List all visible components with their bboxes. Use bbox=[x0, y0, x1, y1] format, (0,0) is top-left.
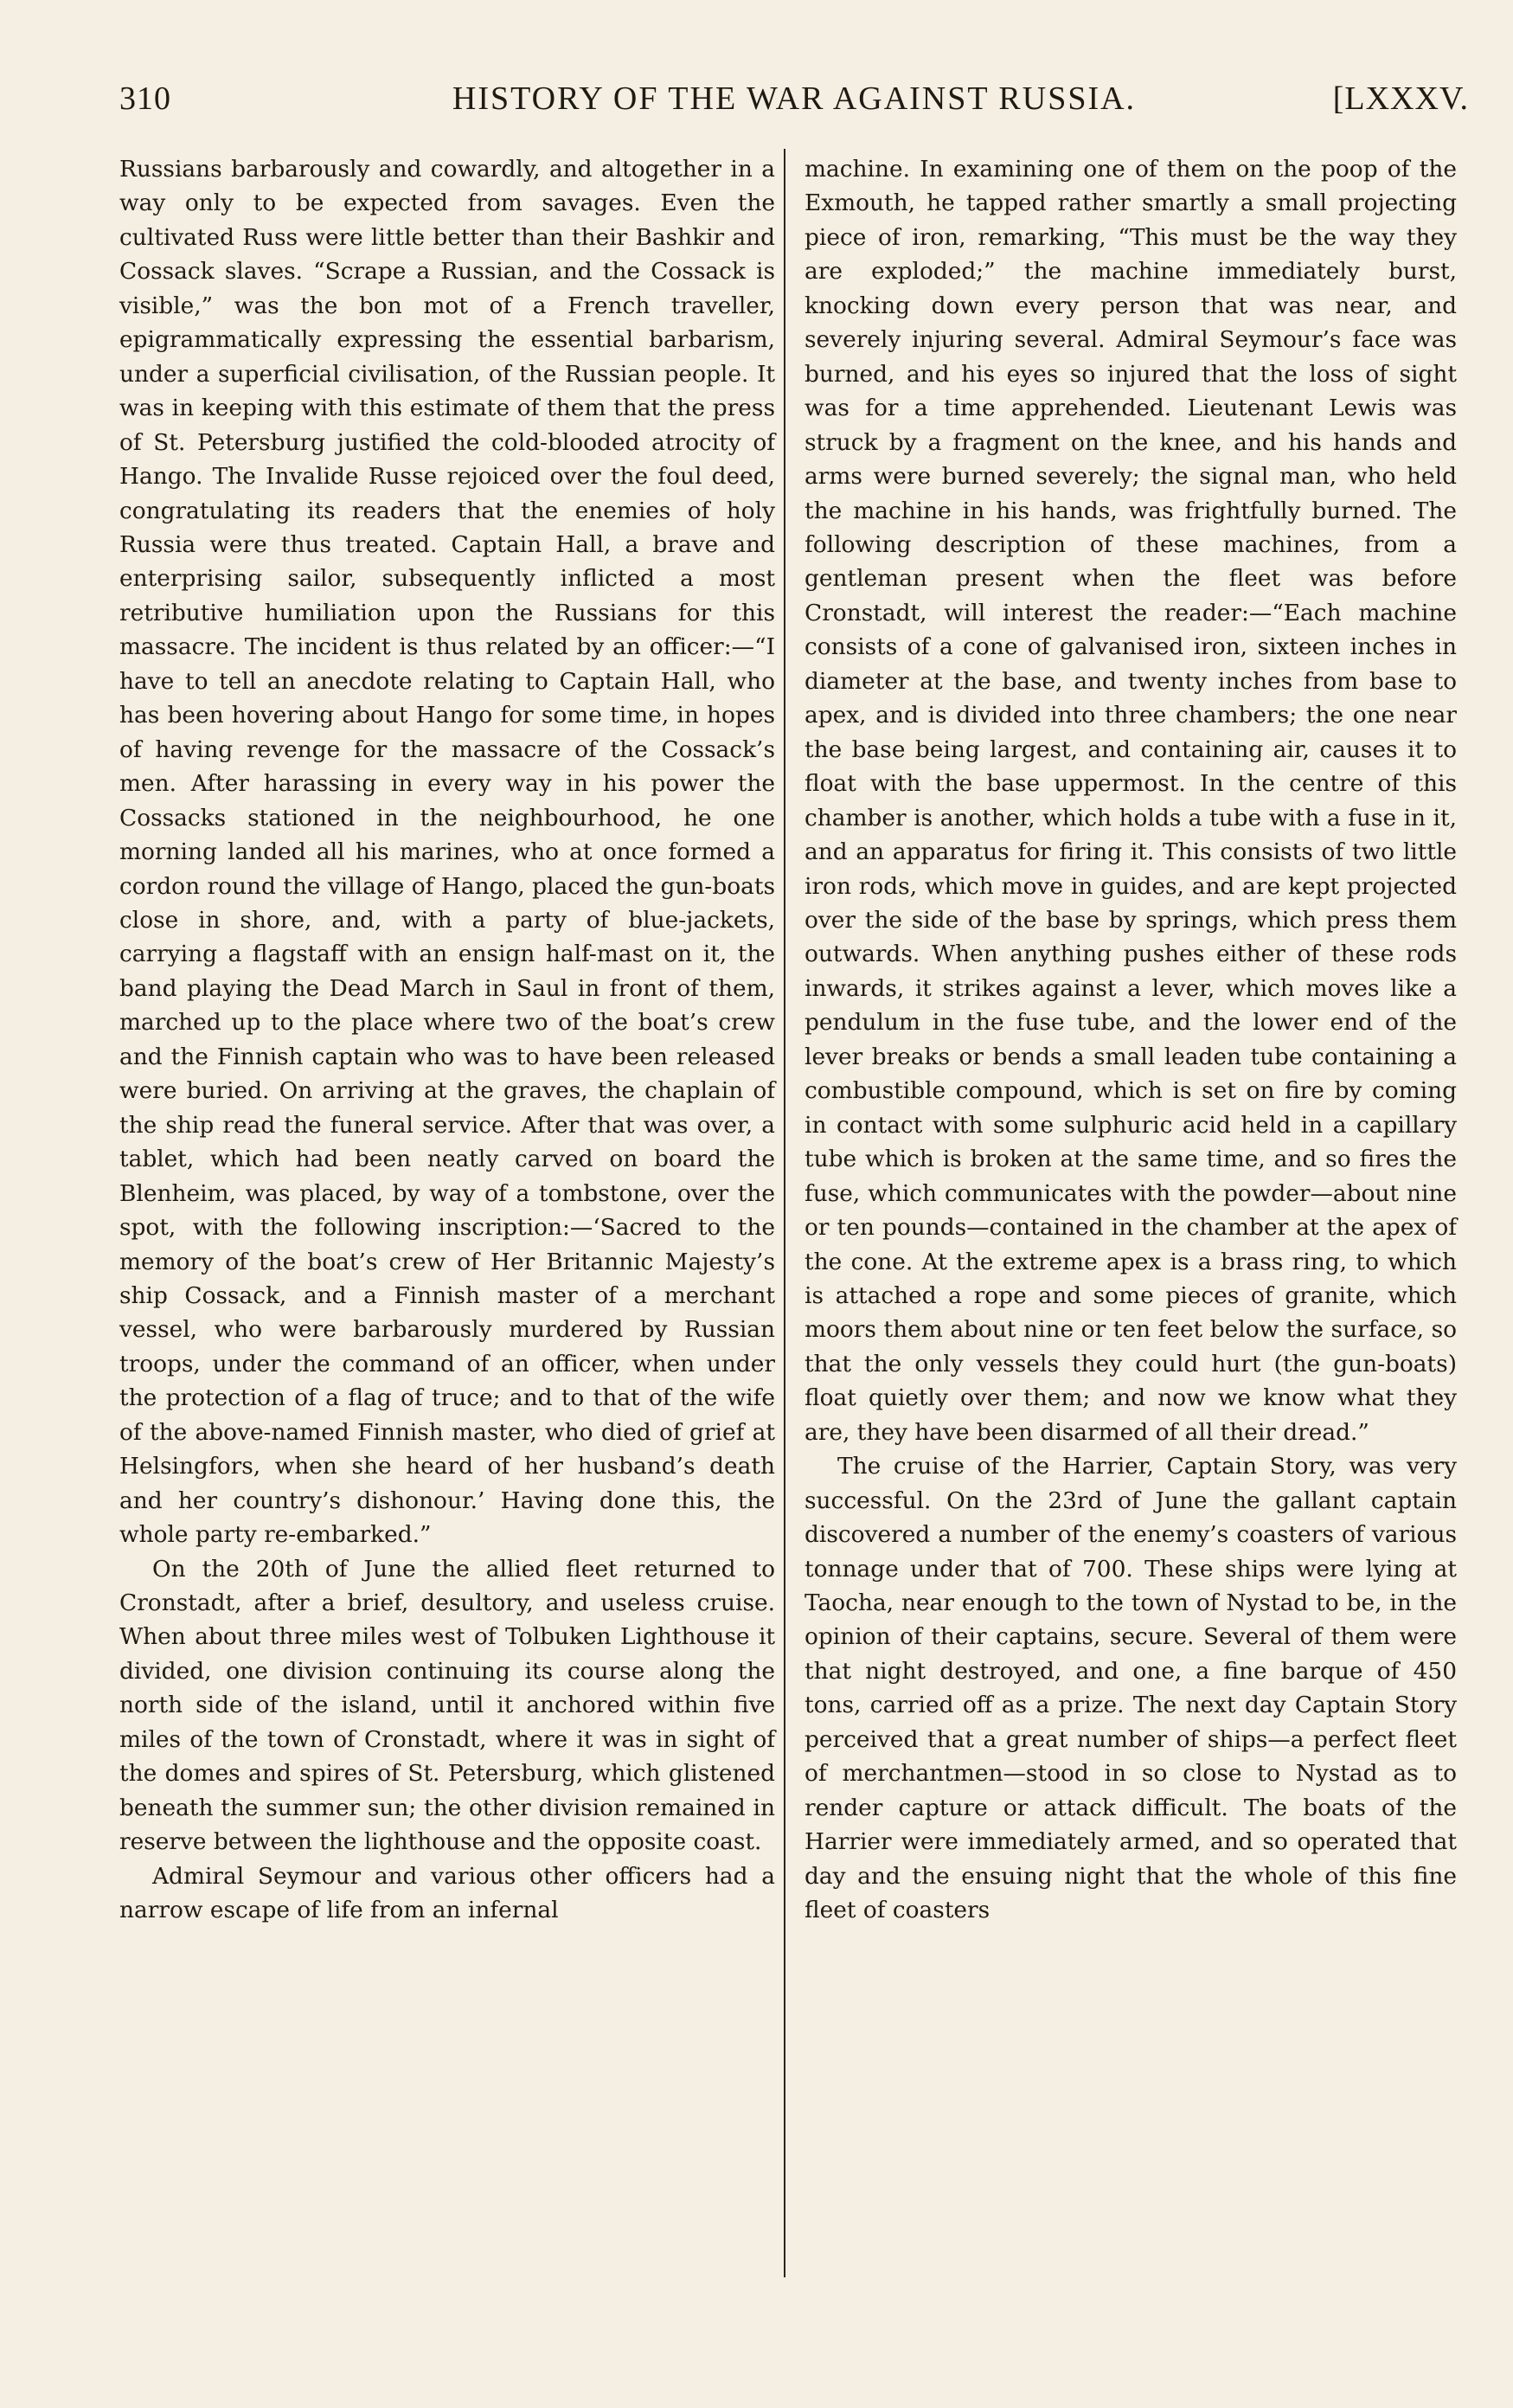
paragraph: The cruise of the Harrier, Captain Story, was very successful. On the 23rd of June the gallant captain discovered a number of the enemy’s coasters of various tonnage under that of 700. These ships were lying at Taocha, near enough to the town of Nystad to be, in the opinion of their captains, secure. Several of them were that night destroyed, and one, a fine barque of 450 tons, carried off as a prize. The next day Captain Story perceived that a great number of ships—a perfect fleet of merchantmen—stood in so close to Nystad as to render capture or attack difficult. The boats of the Harrier were immediately armed, and so operated that day and the ensuing night that the whole of this fine fleet of coasters bbox=[805, 1453, 1457, 1924]
paragraph: Admiral Seymour and various other officers had a narrow escape of life from an infernal bbox=[119, 1862, 775, 1924]
running-title: HISTORY OF THE WAR AGAINST RUSSIA. bbox=[452, 80, 1137, 117]
page-number: 310 bbox=[119, 80, 171, 117]
right-column bbox=[805, 152, 1457, 1928]
paragraph: machine. In examining one of them on the poop of the Exmouth, he tapped rather smartly a small projecting piece of iron, remarking, “This must be the way they are exploded;” the machine immediately burst, knocking down every person that was near, and severely injuring several. Admiral Seymour’s face was burned, and his eyes so injured that the loss of sight was for a time apprehended. Lieutenant Lewis was struck by a fragment on the knee, and his hands and arms were burned severely; the signal man, who held the machine in his hands, was frightfully burned. The following description of these machines, from a gentleman present when the fleet was before Cronstadt, will interest the reader:—“Each machine consists of a cone of galvanised iron, sixteen inches in diameter at the base, and twenty inches from base to apex, and is divided into three chambers; the one near the base being largest, and containing air, causes it to float with the base uppermost. In the centre of this chamber is another, which holds a tube with a fuse in it, and an apparatus for firing it. This consists of two little iron rods, which move in guides, and are kept projected over the side of the base by springs, which press them outwards. When anything pushes either of these rods inwards, it strikes against a lever, which moves like a pendulum in the fuse tube, and the lower end of the lever breaks or bends a small leaden tube containing a combustible compound, which is set on fire by coming in contact with some sulphuric acid held in a capillary tube which is broken at the same time, and so fires the fuse, which communicates with the powder—about nine or ten pounds—contained in the chamber at the apex of the cone. At the extreme apex is a brass ring, to which is attached a rope and some pieces of granite, which moors them about nine or ten feet below the surface, so that the only vessels they could hurt (the gun-boats) float quietly over them; and now we know what they are, they have been disarmed of all their dread.” bbox=[805, 156, 1457, 1446]
left-column bbox=[119, 152, 775, 1928]
paragraph: Russians barbarously and cowardly, and altogether in a way only to be expected from savages. Even the cultivated Russ were little better than their Bashkir and Cossack slaves. “Scrape a Russian, and the Cossack is visible,” was the bon mot of a French traveller, epigrammatically expressing the essential barbarism, under a superficial civilisation, of the Russian people. It was in keeping with this estimate of them that the press of St. Petersburg justified the cold-blooded atrocity of Hango. The Invalide Russe rejoiced over the foul deed, congratulating its readers that the enemies of holy Russia were thus treated. Captain Hall, a brave and enterprising sailor, subsequently inflicted a most retributive humiliation upon the Russians for this massacre. The incident is thus related by an officer:—“I have to tell an anecdote relating to Captain Hall, who has been hovering about Hango for some time, in hopes of having revenge for the massacre of the Cossack’s men. After harassing in every way in his power the Cossacks stationed in the neighbourhood, he one morning landed all his marines, who at once formed a cordon round the village of Hango, placed the gun-boats close in shore, and, with a party of blue-jackets, carrying a flagstaff with an ensign half-mast on it, the band playing the Dead March in Saul in front of them, marched up to the place where two of the boat’s crew and the Finnish captain who was to have been released were buried. On arriving at the graves, the chaplain of the ship read the funeral service. After that was over, a tablet, which had been neatly carved on board the Blenheim, was placed, by way of a tombstone, over the spot, with the following inscription:—‘Sacred to the memory of the boat’s crew of Her Britannic Majesty’s ship Cossack, and a Finnish master of a merchant vessel, who were barbarously murdered by Russian troops, under the command of an officer, when under the protection of a flag of truce; and to that of the wife of the above-named Finnish master, who died of grief at Helsingfors, when she heard of her husband’s death and her country’s dishonour.’ Having done this, the whole party re-embarked.” bbox=[119, 156, 775, 1549]
column-divider bbox=[784, 149, 785, 2277]
chapter-number: [LXXXV. bbox=[1332, 80, 1469, 117]
running-header bbox=[119, 80, 1469, 123]
paragraph: On the 20th of June the allied fleet returned to Cronstadt, after a brief, desultory, and useless cruise. When about three miles west of Tolbuken Lighthouse it divided, one division continuing its course along the north side of the island, until it anchored within five miles of the town of Cronstadt, where it was in sight of the domes and spires of St. Petersburg, which glistened beneath the summer sun; the other division remained in reserve between the lighthouse and the opposite coast. bbox=[119, 1555, 775, 1856]
